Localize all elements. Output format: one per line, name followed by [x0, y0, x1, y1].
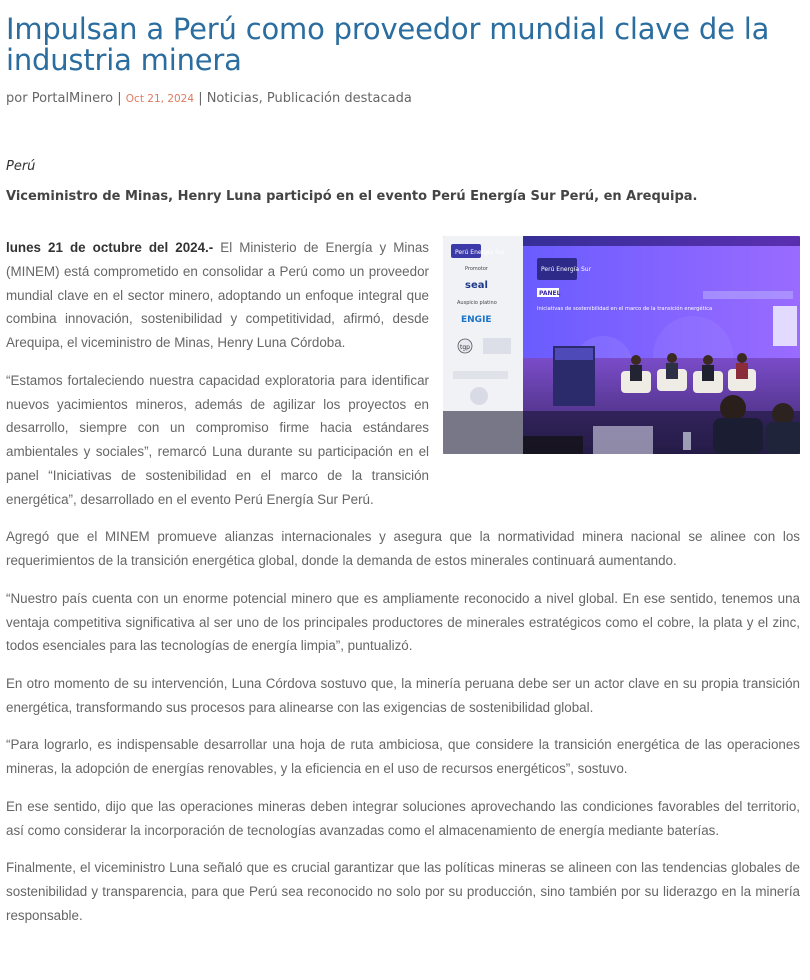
stage-screen-title: Iniciativas de sostenibilidad en el marco de la transición energética	[537, 306, 713, 312]
paragraph: “Nuestro país cuenta con un enorme potencial minero que es ampliamente reconocido a nivel global. En ese sentido, tenemos una ventaja competitiva significativa al ser uno de los principales productores de minerales estratégicos como el cobre, la plata y el zinc, todos esenciales para las tecnologías de energía limpia”, puntualizó.	[6, 590, 800, 654]
svg-text:Auspicio platino: Auspicio platino	[457, 300, 497, 306]
paragraph: lunes 21 de octubre del 2024.- El Ministerio de Energía y Minas (MINEM) está comprometido en consolidar a Perú como un proveedor mundial clave en el sector minero, adoptando un enfoque integral que combina innovación, sostenibilidad y competitividad, afirmó, desde Arequipa, el viceministro de Minas, Henry Luna Córdoba.	[6, 240, 429, 351]
article	[6, 0, 800, 941]
byline-prefix: por	[6, 91, 28, 106]
svg-text:Perú Energía Sur: Perú Energía Sur	[541, 266, 592, 273]
svg-text:seal: seal	[465, 280, 488, 291]
paragraph: En otro momento de su intervención, Luna Córdova sostuvo que, la minería peruana debe ser un actor clave en su propia transición energética, transformando sus procesos para alinearse con las exigencias de sostenibilidad global.	[6, 675, 800, 715]
post-meta	[6, 90, 800, 108]
author-link[interactable]: PortalMinero	[31, 91, 114, 106]
paragraph: Finalmente, el viceministro Luna señaló que es crucial garantizar que las políticas mineras se alineen con las tendencias globales de sostenibilidad y transparencia, para que Perú sea reconocido no solo por su producción, sino también por su liderazgo en la minería responsable.	[6, 860, 800, 923]
article-title: Impulsan a Perú como proveedor mundial clave de la industria minera	[6, 12, 770, 77]
lead-date: lunes 21 de octubre del 2024.-	[6, 240, 214, 255]
paragraph: “Para lograrlo, es indispensable desarrollar una hoja de ruta ambiciosa, que considere la transición energética de las operaciones mineras, la adopción de energías renovables, y la eficiencia en el uso de recursos energéticos”, sostuvo.	[6, 737, 800, 777]
paragraph: “Estamos fortaleciendo nuestra capacidad exploratoria para identificar nuevos yacimientos mineros, además de agilizar los proyectos en desarrollo, siempre con un compromiso firme hacia estándares ambientales y sociales”, remarcó Luna durante su participación en el panel “Iniciativas de sostenibilidad en el marco de la transición energética”, desarrollado en el evento Perú Energía Sur Perú.	[6, 372, 429, 507]
article-subheadline: Viceministro de Minas, Henry Luna participó en el evento Perú Energía Sur Perú, en Arequipa.	[6, 189, 698, 204]
paragraph: En ese sentido, dijo que las operaciones mineras deben integrar soluciones aprovechando las condiciones favorables del territorio, así como considerar la incorporación de tecnologías avanzadas como el almacenamiento de energía mediante baterías.	[6, 798, 800, 838]
meta-separator: |	[198, 91, 207, 106]
svg-text:tgp: tgp	[460, 344, 470, 351]
svg-text:Promotor: Promotor	[465, 266, 488, 272]
post-date: Oct 21, 2024	[125, 93, 195, 105]
event-photo	[443, 236, 800, 454]
article-body	[6, 236, 800, 928]
svg-text:ENGIE: ENGIE	[461, 315, 492, 325]
meta-separator: |	[117, 91, 126, 106]
panel-discussion-photo	[443, 236, 800, 454]
svg-text:PANEL: PANEL	[539, 290, 561, 297]
category-links[interactable]: Noticias, Publicación destacada	[206, 91, 412, 106]
paragraph: Agregó que el MINEM promueve alianzas internacionales y asegura que la normatividad minera nacional se alinee con los requerimientos de la transición energética global, donde la demanda de estos minerales continuará aumentando.	[6, 529, 800, 569]
event-logo-mini: Perú Energía Sur	[455, 249, 506, 256]
article-country: Perú	[6, 159, 36, 174]
